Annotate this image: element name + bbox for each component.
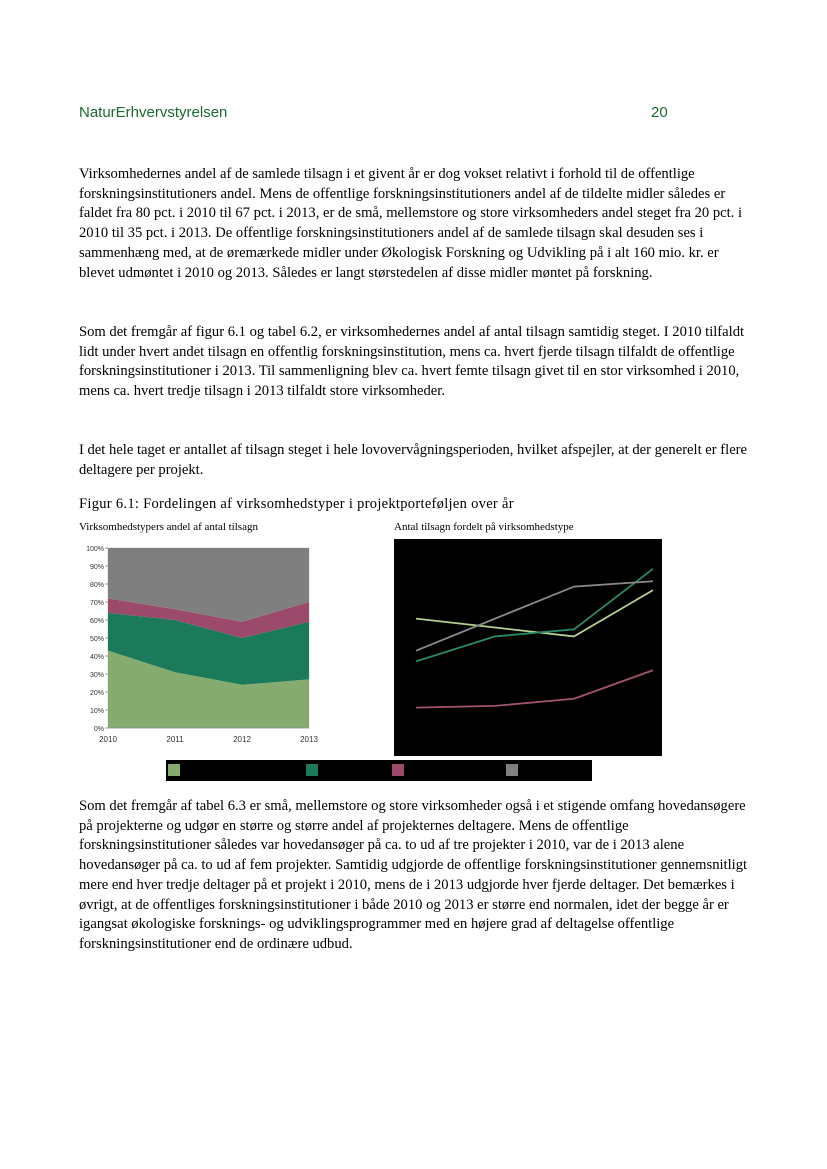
x-tick-label: 2013 — [300, 735, 318, 744]
y-tick-label: 0% — [93, 726, 104, 733]
y-tick-label: 90% — [89, 564, 104, 571]
right-chart-title: Antal tilsagn fordelt på virksomhedstype — [394, 521, 574, 533]
paragraph-2: Som det fremgår af figur 6.1 og tabel 6.2, er virksomhedernes andel af antal tilsagn samtidig steget. I 2010 tilfaldt lidt under hvert andet tilsagn en offentlig forskningsinstitution, mens ca. hvert fjerde tilsagn tilfaldt de offentlige forskningsinstitutioner i 2013. Til sammenligning blev ca. hvert femte tilsagn givet til en stor virksomhed i 2010, mens ca. hvert tredje tilsagn i 2013 tilfaldt store virksomheder. — [79, 324, 745, 400]
chart-legend — [166, 760, 592, 781]
paragraph-4: Som det fremgår af tabel 6.3 er små, mellemstore og store virksomheder også i et stigende omfang hovedansøgere på projekterne og udgør en større og større andel af projekternes deltagere. Mens de offentlige forskningsinstitutioner således var hovedansøger på ca. to ud af tre projekter i 2010, var de i 2013 alene hovedansøger på ca. to ud af fem projekter. Samtidig udgjorde de offentlige forskningsinstitutioner gennemsnitligt mere end hver tredje deltager på et projekt i 2010, mens de i 2013 udgjorde hver fjerde deltager. Det bemærkes i øvrigt, at de offentliges forskningsinstitutioner i både 2010 og 2013 er større end normalen, idet der begge år er igangsat økologiske forsknings- og udviklingsprogrammer med en højere grad af deltagelse offentlige forskningsinstitutioner end de ordinære udbud. — [79, 798, 748, 952]
x-tick-label: 2012 — [233, 735, 251, 744]
legend-swatch-2 — [306, 764, 318, 776]
legend-swatch-4 — [506, 764, 518, 776]
x-tick-label: 2010 — [99, 735, 117, 744]
y-tick-label: 70% — [89, 600, 104, 607]
paragraph-1: Virksomhedernes andel af de samlede tilsagn i et givent år er dog vokset relativt i forhold til de offentlige forskningsinstitutioners andel. Mens de offentlige forskningsinstitutioners andel af de tildelte midler således er faldet fra 80 pct. i 2010 til 67 pct. i 2013, er de små, mellemstore og store virksomheders andel steget fra 20 pct. i 2010 til 35 pct. i 2013. De offentlige forskningsinstitutioners andel af de samlede tilsagn skal desuden ses i sammenhæng med, at de øremærkede midler under Økologisk Forskning og Udvikling på i alt 160 mio. kr. er blevet udmøntet i 2010 og 2013. Således er langt størstedelen af disse midler møntet på forskning. — [79, 166, 743, 281]
stacked-area-chart — [79, 538, 339, 748]
y-tick-label: 30% — [89, 672, 104, 679]
figure-caption: Figur 6.1: Fordelingen af virksomhedstyper i projektporteføljen over år — [79, 496, 514, 512]
x-tick-label: 2011 — [166, 735, 184, 744]
left-chart-title: Virksomhedstypers andel af antal tilsagn — [79, 521, 258, 533]
paragraph-3: I det hele taget er antallet af tilsagn steget i hele lovovervågningsperioden, hvilket afspejler, at der generelt er flere deltagere per projekt. — [79, 442, 748, 478]
y-tick-label: 60% — [89, 618, 104, 625]
legend-swatch-3 — [392, 764, 404, 776]
line-chart — [394, 539, 662, 756]
y-tick-label: 100% — [86, 546, 104, 553]
legend-swatch-1 — [168, 764, 180, 776]
header-organization: NaturErhvervstyrelsen — [79, 104, 228, 121]
y-tick-label: 80% — [89, 582, 104, 589]
y-tick-label: 50% — [89, 636, 104, 643]
y-tick-label: 40% — [89, 654, 104, 661]
page-number: 20 — [651, 104, 668, 121]
y-tick-label: 20% — [89, 690, 104, 697]
chart-background — [394, 539, 662, 756]
y-tick-label: 10% — [89, 708, 104, 715]
